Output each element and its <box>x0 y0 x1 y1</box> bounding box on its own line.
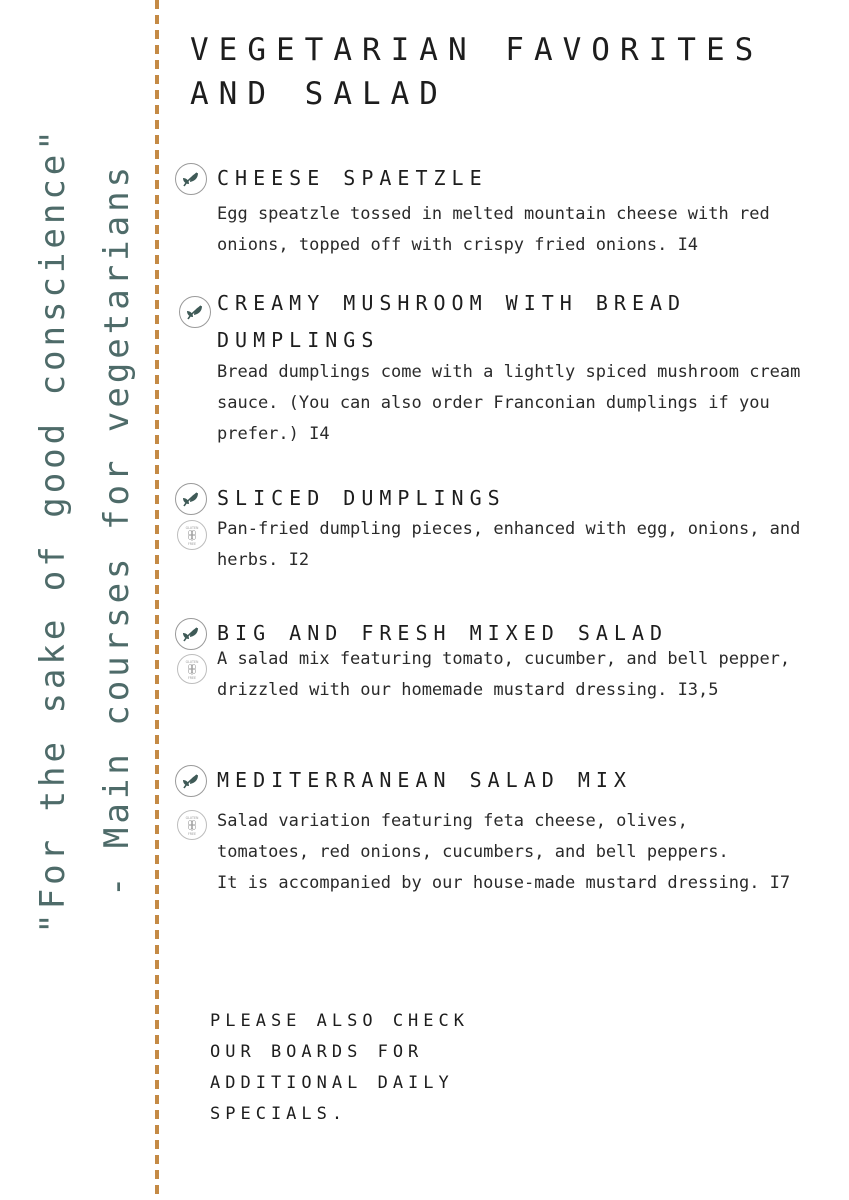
item-description: Pan-fried dumpling pieces, enhanced with egg, onions, and herbs. I2 <box>217 519 801 570</box>
footer-note: PLEASE ALSO CHECK OUR BOARDS FOR ADDITIONAL DAILY SPECIALS. <box>210 1011 469 1124</box>
item-description: A salad mix featuring tomato, cucumber, and bell pepper, drizzled with our homemade mustard dressing. I3,5 <box>217 649 791 700</box>
page-title <box>190 28 763 116</box>
menu-item-sliced-dumplings <box>175 483 825 576</box>
side-quote <box>10 30 160 1030</box>
menu-item-creamy-mushroom <box>175 288 825 450</box>
leaf-icon <box>179 296 211 328</box>
menu-item-cheese-spaetzle <box>175 163 825 261</box>
leaf-icon <box>175 483 207 515</box>
side-quote-line-1: "For the sake of good conscience" <box>33 126 73 934</box>
gluten-free-text-gluten: GLUTEN <box>185 526 199 530</box>
page-title-line-1: VEGETARIAN FAVORITES <box>190 32 764 68</box>
leaf-icon <box>175 765 207 797</box>
gluten-free-text-free: FREE <box>187 832 197 836</box>
gluten-free-text-free: FREE <box>187 542 197 546</box>
item-description: Bread dumplings come with a lightly spiced mushroom cream sauce. (You can also order Franconian dumplings if you prefer.) I4 <box>217 362 801 444</box>
menu-item-mixed-salad <box>175 618 825 706</box>
item-name: SLICED DUMPLINGS <box>217 486 506 510</box>
leaf-icon <box>175 163 207 195</box>
gluten-free-text-gluten: GLUTEN <box>185 660 199 664</box>
item-name: BIG AND FRESH MIXED SALAD <box>217 621 669 645</box>
item-name: MEDITERRANEAN SALAD MIX <box>217 768 632 792</box>
side-quote-line-2: - Main courses for vegetarians <box>97 162 137 898</box>
gluten-free-icon <box>177 520 207 550</box>
gluten-free-icon <box>177 810 207 840</box>
page-title-line-2: AND SALAD <box>190 76 448 112</box>
item-name: CHEESE SPAETZLE <box>217 166 488 190</box>
item-description: Egg speatzle tossed in melted mountain cheese with red onions, topped off with crispy fried onions. I4 <box>217 204 770 255</box>
menu-item-mediterranean-salad <box>175 765 825 899</box>
gluten-free-text-gluten: GLUTEN <box>185 816 199 820</box>
item-name: CREAMY MUSHROOM WITH BREAD DUMPLINGS <box>217 291 687 352</box>
item-description: Salad variation featuring feta cheese, olives, tomatoes, red onions, cucumbers, and bell peppers. It is accompanied by our house-made mustard dressing. I7 <box>217 811 791 893</box>
gluten-free-text-free: FREE <box>187 676 197 680</box>
gluten-free-icon <box>177 654 207 684</box>
